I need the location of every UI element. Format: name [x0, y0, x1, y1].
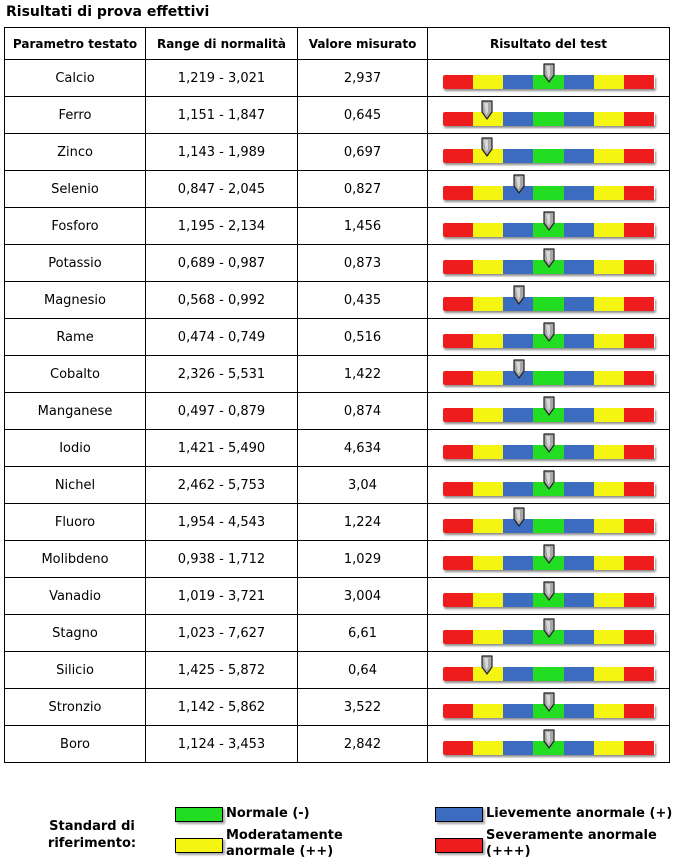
gauge-bar — [443, 297, 655, 311]
legend-severe-label: Severamente anormale (+++) — [486, 828, 657, 859]
result-cell — [428, 504, 670, 541]
value-cell: 3,04 — [298, 467, 428, 504]
range-cell: 0,568 - 0,992 — [146, 282, 298, 319]
parameter-cell: Fluoro — [5, 504, 146, 541]
gauge-segment-moderate — [594, 519, 624, 533]
gauge-segment-slight — [503, 334, 533, 348]
gauge-pointer-icon — [543, 692, 555, 712]
gauge-segment-severe — [443, 223, 473, 237]
table-row — [5, 689, 670, 726]
range-cell: 0,847 - 2,045 — [146, 171, 298, 208]
value-cell: 0,874 — [298, 393, 428, 430]
result-gauge — [443, 482, 655, 496]
gauge-segment-slight — [503, 408, 533, 422]
gauge-segment-slight — [503, 556, 533, 570]
gauge-segment-moderate — [473, 371, 503, 385]
parameter-cell: Calcio — [5, 60, 146, 97]
gauge-segment-moderate — [473, 75, 503, 89]
gauge-segment-severe — [624, 519, 654, 533]
gauge-segment-severe — [624, 297, 654, 311]
header-range: Range di normalità — [146, 28, 298, 60]
table-row — [5, 208, 670, 245]
gauge-segment-moderate — [473, 741, 503, 755]
gauge-segment-normal — [533, 371, 563, 385]
parameter-cell: Vanadio — [5, 578, 146, 615]
gauge-segment-severe — [443, 186, 473, 200]
gauge-segment-moderate — [473, 556, 503, 570]
result-gauge — [443, 704, 655, 718]
gauge-segment-moderate — [594, 334, 624, 348]
table-row — [5, 97, 670, 134]
table-row — [5, 60, 670, 97]
result-cell — [428, 319, 670, 356]
gauge-bar — [443, 519, 655, 533]
gauge-segment-severe — [624, 704, 654, 718]
parameter-cell: Manganese — [5, 393, 146, 430]
gauge-segment-slight — [503, 445, 533, 459]
parameter-cell: Molibdeno — [5, 541, 146, 578]
gauge-segment-severe — [624, 260, 654, 274]
gauge-segment-slight — [503, 704, 533, 718]
range-cell: 2,326 - 5,531 — [146, 356, 298, 393]
range-cell: 1,019 - 3,721 — [146, 578, 298, 615]
result-gauge — [443, 445, 655, 459]
result-cell — [428, 208, 670, 245]
gauge-segment-moderate — [594, 297, 624, 311]
table-row — [5, 282, 670, 319]
value-cell: 0,697 — [298, 134, 428, 171]
result-cell — [428, 726, 670, 763]
value-cell: 3,522 — [298, 689, 428, 726]
gauge-pointer-icon — [481, 137, 493, 157]
parameter-cell: Ferro — [5, 97, 146, 134]
parameter-cell: Cobalto — [5, 356, 146, 393]
gauge-segment-severe — [443, 75, 473, 89]
gauge-segment-severe — [443, 334, 473, 348]
range-cell: 1,425 - 5,872 — [146, 652, 298, 689]
gauge-segment-severe — [443, 704, 473, 718]
result-gauge — [443, 223, 655, 237]
gauge-segment-severe — [624, 593, 654, 607]
gauge-pointer-icon — [513, 285, 525, 305]
legend-slight-swatch — [435, 807, 483, 822]
table-row — [5, 319, 670, 356]
range-cell: 1,023 - 7,627 — [146, 615, 298, 652]
result-gauge — [443, 630, 655, 644]
value-cell: 6,61 — [298, 615, 428, 652]
gauge-segment-severe — [624, 482, 654, 496]
gauge-segment-moderate — [473, 593, 503, 607]
value-cell: 1,456 — [298, 208, 428, 245]
range-cell: 0,497 - 0,879 — [146, 393, 298, 430]
range-cell: 1,219 - 3,021 — [146, 60, 298, 97]
gauge-segment-severe — [624, 445, 654, 459]
gauge-segment-slight — [564, 408, 594, 422]
gauge-segment-moderate — [594, 75, 624, 89]
gauge-segment-slight — [564, 371, 594, 385]
parameter-cell: Zinco — [5, 134, 146, 171]
gauge-segment-moderate — [473, 334, 503, 348]
parameter-cell: Magnesio — [5, 282, 146, 319]
gauge-pointer-icon — [543, 581, 555, 601]
gauge-segment-slight — [503, 223, 533, 237]
table-row — [5, 134, 670, 171]
legend-normal-label: Normale (-) — [226, 806, 310, 821]
result-gauge — [443, 149, 655, 163]
gauge-pointer-icon — [543, 211, 555, 231]
value-cell: 4,634 — [298, 430, 428, 467]
gauge-segment-severe — [624, 186, 654, 200]
parameter-cell: Silicio — [5, 652, 146, 689]
gauge-bar — [443, 667, 655, 681]
table-row — [5, 652, 670, 689]
gauge-segment-normal — [533, 297, 563, 311]
gauge-segment-severe — [624, 149, 654, 163]
result-gauge — [443, 519, 655, 533]
gauge-segment-severe — [624, 741, 654, 755]
result-gauge — [443, 667, 655, 681]
gauge-pointer-icon — [481, 100, 493, 120]
gauge-segment-moderate — [594, 741, 624, 755]
gauge-segment-slight — [564, 741, 594, 755]
table-row — [5, 356, 670, 393]
result-cell — [428, 282, 670, 319]
gauge-segment-severe — [443, 371, 473, 385]
range-cell: 1,151 - 1,847 — [146, 97, 298, 134]
results-table — [4, 27, 670, 763]
gauge-segment-severe — [443, 593, 473, 607]
result-cell — [428, 60, 670, 97]
result-gauge — [443, 408, 655, 422]
result-gauge — [443, 75, 655, 89]
range-cell: 0,938 - 1,712 — [146, 541, 298, 578]
parameter-cell: Fosforo — [5, 208, 146, 245]
gauge-pointer-icon — [543, 248, 555, 268]
gauge-segment-slight — [564, 260, 594, 274]
gauge-segment-slight — [564, 556, 594, 570]
result-cell — [428, 171, 670, 208]
gauge-segment-moderate — [473, 704, 503, 718]
gauge-pointer-icon — [543, 729, 555, 749]
gauge-segment-severe — [443, 556, 473, 570]
range-cell: 1,954 - 4,543 — [146, 504, 298, 541]
gauge-segment-slight — [564, 482, 594, 496]
gauge-segment-severe — [443, 667, 473, 681]
header-result: Risultato del test — [428, 28, 670, 60]
gauge-segment-moderate — [473, 297, 503, 311]
gauge-segment-slight — [503, 630, 533, 644]
value-cell: 2,842 — [298, 726, 428, 763]
gauge-segment-moderate — [473, 186, 503, 200]
range-cell: 0,689 - 0,987 — [146, 245, 298, 282]
gauge-pointer-icon — [543, 470, 555, 490]
result-cell — [428, 134, 670, 171]
gauge-segment-severe — [443, 260, 473, 274]
parameter-cell: Potassio — [5, 245, 146, 282]
gauge-segment-slight — [564, 223, 594, 237]
gauge-segment-slight — [503, 75, 533, 89]
gauge-segment-moderate — [594, 482, 624, 496]
gauge-segment-severe — [443, 297, 473, 311]
gauge-segment-slight — [564, 519, 594, 533]
result-gauge — [443, 593, 655, 607]
gauge-segment-severe — [624, 223, 654, 237]
value-cell: 0,827 — [298, 171, 428, 208]
gauge-segment-slight — [564, 667, 594, 681]
result-gauge — [443, 334, 655, 348]
table-row — [5, 245, 670, 282]
gauge-segment-moderate — [473, 223, 503, 237]
gauge-segment-slight — [564, 334, 594, 348]
value-cell: 0,435 — [298, 282, 428, 319]
parameter-cell: Stronzio — [5, 689, 146, 726]
gauge-segment-slight — [564, 445, 594, 459]
result-cell — [428, 97, 670, 134]
gauge-segment-slight — [503, 112, 533, 126]
page-title: Risultati di prova effettivi — [6, 4, 210, 20]
result-cell — [428, 541, 670, 578]
value-cell: 1,422 — [298, 356, 428, 393]
gauge-pointer-icon — [513, 174, 525, 194]
gauge-segment-moderate — [594, 556, 624, 570]
header-row — [5, 28, 670, 60]
gauge-pointer-icon — [543, 618, 555, 638]
gauge-segment-moderate — [473, 408, 503, 422]
value-cell: 0,645 — [298, 97, 428, 134]
gauge-segment-severe — [443, 741, 473, 755]
value-cell: 1,029 — [298, 541, 428, 578]
gauge-segment-severe — [443, 445, 473, 459]
value-cell: 0,516 — [298, 319, 428, 356]
table-row — [5, 726, 670, 763]
result-gauge — [443, 186, 655, 200]
gauge-segment-severe — [624, 371, 654, 385]
result-gauge — [443, 556, 655, 570]
legend-slight-label: Lievemente anormale (+) — [486, 806, 673, 821]
gauge-bar — [443, 186, 655, 200]
legend-moderate-label: Moderatamente anormale (++) — [226, 828, 343, 859]
gauge-segment-severe — [443, 112, 473, 126]
result-gauge — [443, 741, 655, 755]
result-cell — [428, 245, 670, 282]
gauge-segment-normal — [533, 519, 563, 533]
result-cell — [428, 652, 670, 689]
parameter-cell: Rame — [5, 319, 146, 356]
result-cell — [428, 356, 670, 393]
gauge-segment-severe — [443, 519, 473, 533]
gauge-segment-slight — [564, 149, 594, 163]
gauge-pointer-icon — [513, 507, 525, 527]
gauge-segment-slight — [564, 112, 594, 126]
gauge-segment-slight — [564, 593, 594, 607]
gauge-pointer-icon — [543, 322, 555, 342]
gauge-segment-normal — [533, 667, 563, 681]
gauge-segment-moderate — [594, 371, 624, 385]
parameter-cell: Boro — [5, 726, 146, 763]
result-gauge — [443, 371, 655, 385]
gauge-segment-moderate — [594, 593, 624, 607]
legend-normal-swatch — [175, 807, 223, 822]
gauge-pointer-icon — [543, 544, 555, 564]
gauge-segment-slight — [564, 630, 594, 644]
gauge-segment-slight — [503, 260, 533, 274]
gauge-segment-moderate — [473, 445, 503, 459]
parameter-cell: Stagno — [5, 615, 146, 652]
gauge-segment-slight — [564, 704, 594, 718]
gauge-segment-severe — [624, 334, 654, 348]
gauge-segment-moderate — [594, 186, 624, 200]
result-cell — [428, 615, 670, 652]
gauge-segment-severe — [443, 149, 473, 163]
gauge-segment-moderate — [594, 112, 624, 126]
range-cell: 1,124 - 3,453 — [146, 726, 298, 763]
value-cell: 2,937 — [298, 60, 428, 97]
gauge-pointer-icon — [513, 359, 525, 379]
result-cell — [428, 689, 670, 726]
gauge-segment-normal — [533, 186, 563, 200]
gauge-pointer-icon — [543, 63, 555, 83]
legend-standard-label: Standard di riferimento: — [47, 819, 137, 851]
gauge-segment-severe — [624, 75, 654, 89]
table-row — [5, 541, 670, 578]
gauge-segment-severe — [624, 630, 654, 644]
gauge-segment-severe — [443, 630, 473, 644]
gauge-segment-severe — [624, 112, 654, 126]
header-parameter: Parametro testato — [5, 28, 146, 60]
value-cell: 3,004 — [298, 578, 428, 615]
gauge-pointer-icon — [543, 433, 555, 453]
value-cell: 0,64 — [298, 652, 428, 689]
gauge-segment-moderate — [594, 223, 624, 237]
gauge-segment-moderate — [473, 482, 503, 496]
gauge-segment-severe — [624, 667, 654, 681]
gauge-segment-slight — [503, 593, 533, 607]
range-cell: 1,421 - 5,490 — [146, 430, 298, 467]
table-row — [5, 171, 670, 208]
result-cell — [428, 578, 670, 615]
legend-severe-swatch — [435, 838, 483, 853]
table-row — [5, 467, 670, 504]
gauge-segment-moderate — [594, 445, 624, 459]
gauge-bar — [443, 149, 655, 163]
gauge-segment-slight — [564, 297, 594, 311]
gauge-pointer-icon — [481, 655, 493, 675]
gauge-bar — [443, 371, 655, 385]
parameter-cell: Nichel — [5, 467, 146, 504]
gauge-segment-moderate — [473, 260, 503, 274]
header-value: Valore misurato — [298, 28, 428, 60]
gauge-segment-normal — [533, 149, 563, 163]
parameter-cell: Iodio — [5, 430, 146, 467]
range-cell: 1,142 - 5,862 — [146, 689, 298, 726]
gauge-segment-moderate — [594, 408, 624, 422]
gauge-segment-normal — [533, 112, 563, 126]
table-row — [5, 393, 670, 430]
parameter-cell: Selenio — [5, 171, 146, 208]
result-gauge — [443, 260, 655, 274]
result-cell — [428, 430, 670, 467]
value-cell: 0,873 — [298, 245, 428, 282]
legend-moderate-swatch — [175, 838, 223, 853]
gauge-segment-moderate — [594, 704, 624, 718]
value-cell: 1,224 — [298, 504, 428, 541]
gauge-bar — [443, 112, 655, 126]
gauge-segment-slight — [503, 741, 533, 755]
results-body — [5, 60, 670, 763]
table-row — [5, 504, 670, 541]
legend — [0, 800, 693, 866]
gauge-segment-severe — [443, 408, 473, 422]
gauge-segment-moderate — [594, 667, 624, 681]
range-cell: 0,474 - 0,749 — [146, 319, 298, 356]
range-cell: 1,195 - 2,134 — [146, 208, 298, 245]
table-row — [5, 578, 670, 615]
result-cell — [428, 393, 670, 430]
gauge-segment-moderate — [594, 149, 624, 163]
gauge-segment-moderate — [594, 260, 624, 274]
gauge-segment-severe — [624, 556, 654, 570]
result-cell — [428, 467, 670, 504]
gauge-segment-severe — [443, 482, 473, 496]
gauge-segment-slight — [564, 186, 594, 200]
gauge-segment-moderate — [594, 630, 624, 644]
gauge-segment-moderate — [473, 630, 503, 644]
gauge-segment-severe — [624, 408, 654, 422]
range-cell: 1,143 - 1,989 — [146, 134, 298, 171]
range-cell: 2,462 - 5,753 — [146, 467, 298, 504]
result-gauge — [443, 112, 655, 126]
result-gauge — [443, 297, 655, 311]
table-row — [5, 615, 670, 652]
table-row — [5, 430, 670, 467]
gauge-segment-moderate — [473, 519, 503, 533]
gauge-segment-slight — [503, 149, 533, 163]
gauge-segment-slight — [503, 667, 533, 681]
gauge-pointer-icon — [543, 396, 555, 416]
gauge-segment-slight — [564, 75, 594, 89]
gauge-segment-slight — [503, 482, 533, 496]
